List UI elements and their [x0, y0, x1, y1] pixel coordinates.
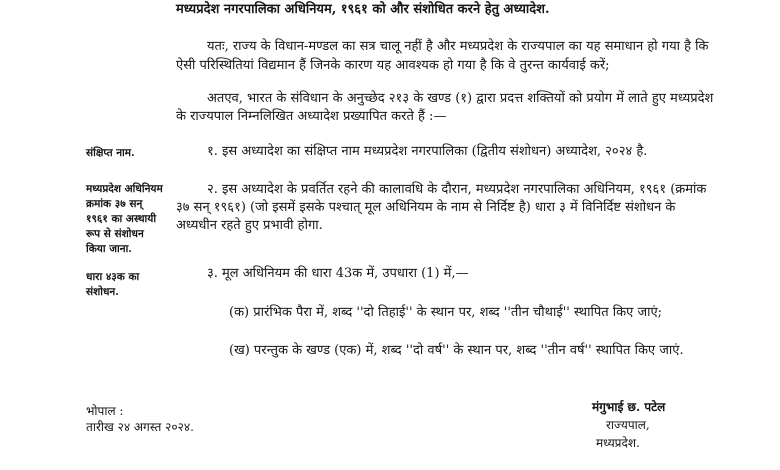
section-3-clause-b: (ख) परन्तुक के खण्ड (एक) में, शब्द ''दो वर्ष'' के स्थान पर, शब्द ''तीन वर्ष'' स्थापित किए जाएं.: [229, 343, 684, 358]
margin-note-line: संशोधन.: [86, 286, 119, 298]
section-3-clause-a: (क) प्रारंभिक पैरा में, शब्द ''दो तिहाई'' के स्थान पर, शब्द ''तीन चौथाई'' स्थापित किए जाएं;: [229, 305, 663, 320]
section-2-line1: २. इस अध्यादेश के प्रवर्तित रहने की कालावधि के दौरान, मध्यप्रदेश नगरपालिका अधिनियम, १९६१ (क्रमांक: [207, 182, 707, 197]
date-of-issue: तारीख २४ अगस्त २०२४.: [86, 420, 194, 434]
margin-note-line: १९६१ का अस्थायी: [86, 213, 157, 225]
margin-note-line: क्रमांक ३७ सन्: [86, 198, 143, 210]
section-1-short-title: १. इस अध्यादेश का संक्षिप्त नाम मध्यप्रदेश नगरपालिका (द्वितीय संशोधन) अध्यादेश, २०२४ है.: [207, 144, 648, 159]
preamble-para2-line1: अतएव, भारत के संविधान के अनुच्छेद २१३ के खण्ड (१) द्वारा प्रदत्त शक्तियों को प्रयोग में लाते हुए मध्यप्रदेश: [207, 91, 714, 106]
place-of-issue: भोपाल :: [86, 404, 124, 418]
signatory-designation: राज्यपाल,: [606, 418, 650, 432]
margin-note-line: मध्यप्रदेश अधिनियम: [86, 183, 163, 195]
section-2-line3: अध्यधीन रहते हुए प्रभावी होगा.: [176, 218, 323, 233]
preamble-para1-line2: ऐसी परिस्थितियां विद्यमान हैं जिनके कारण यह आवश्यक हो गया है कि वे तुरन्त कार्यवाई करें;: [176, 58, 610, 73]
signatory-name: मंगुभाई छ. पटेल: [592, 400, 666, 414]
margin-note-temporary-amendment: [86, 182, 174, 257]
margin-note-section-43a: [86, 270, 139, 300]
preamble-para2-line2: के राज्यपाल निम्नलिखित अध्यादेश प्रख्यापित करते हैं :—: [176, 109, 447, 124]
margin-note-line: धारा ४३क का: [86, 271, 140, 283]
margin-note-line: रूप से संशोधन: [86, 228, 144, 240]
signatory-state: मध्यप्रदेश.: [596, 436, 640, 450]
margin-note-short-title: संक्षिप्त नाम.: [86, 147, 135, 159]
section-2-line2: ३७ सन् १९६१) (जो इसमें इसके पश्चात् मूल अधिनियम के नाम से निर्दिष्ट है) धारा ३ में विनिर्दिष्ट संशोधन के: [176, 200, 676, 215]
ordinance-heading: मध्यप्रदेश नगरपालिका अधिनियम, १९६१ को और संशोधित करने हेतु अध्यादेश.: [176, 2, 550, 17]
preamble-para1-line1: यतः, राज्य के विधान-मण्डल का सत्र चालू नहीं है और मध्यप्रदेश के राज्यपाल का यह समाधान हो गया है कि: [207, 39, 709, 54]
section-3-intro: ३. मूल अधिनियम की धारा 43क में, उपधारा (1) में,—: [207, 266, 469, 281]
margin-note-line: किया जाना.: [86, 243, 132, 255]
